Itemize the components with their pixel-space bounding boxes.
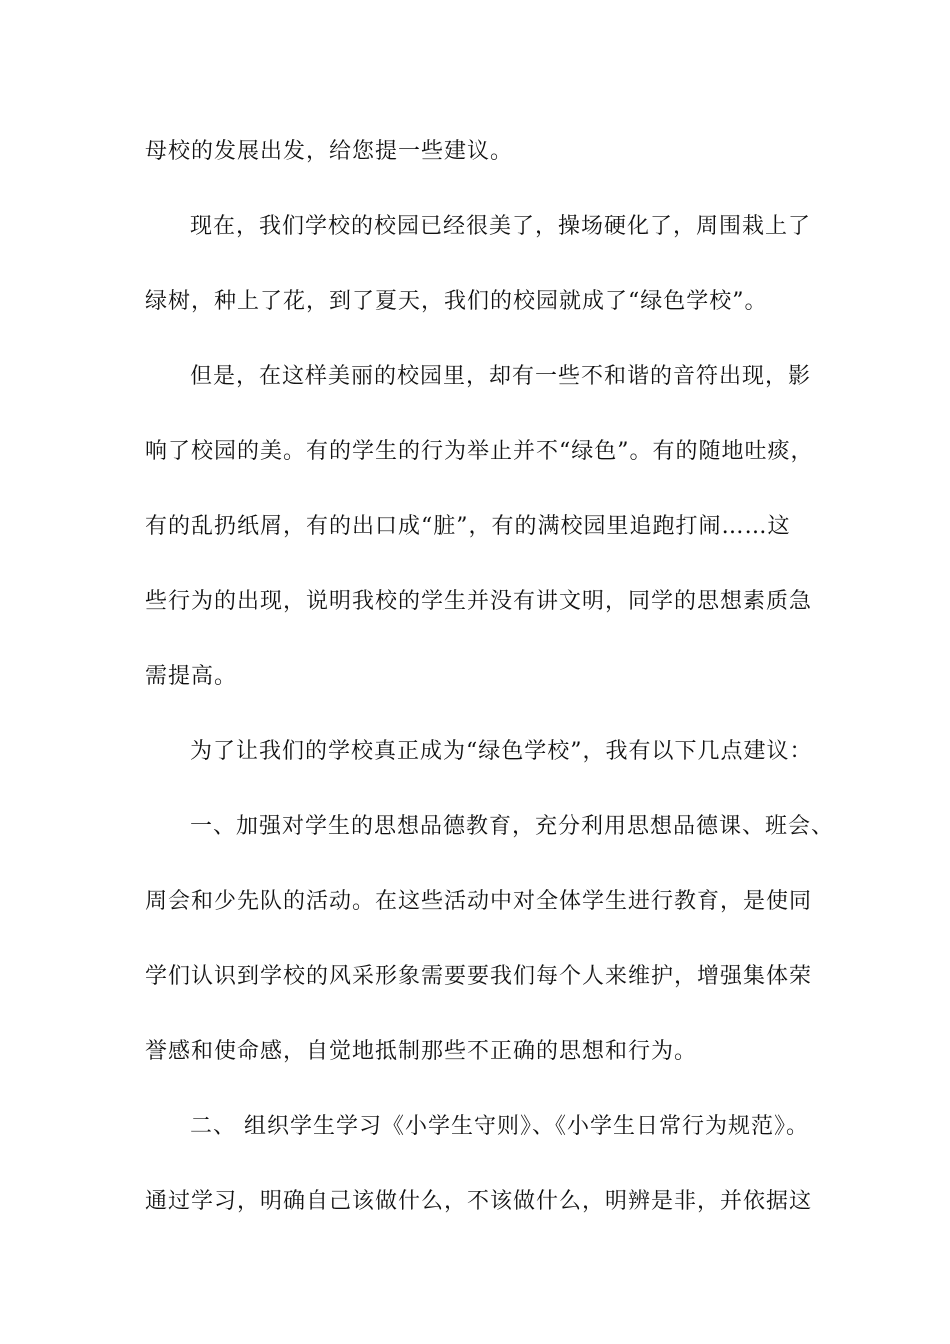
text-line: 通过学习，明确自己该做什么，不该做什么，明辨是非，并依据这	[145, 1189, 813, 1214]
text-line: 誉感和使命感，自觉地抵制那些不正确的思想和行为。	[145, 1039, 698, 1064]
paragraph-start-line: 但是，在这样美丽的校园里，却有一些不和谐的音符出现，影	[190, 364, 812, 389]
text-line: 学们认识到学校的风采形象需要要我们每个人来维护，增强集体荣	[145, 964, 813, 989]
paragraph-start-line: 现在，我们学校的校园已经很美了，操场硬化了，周围栽上了	[190, 214, 812, 239]
text-line: 有的乱扔纸屑，有的出口成“脏”，有的满校园里追跑打闹……这	[145, 514, 791, 539]
paragraph-start-line: 二、 组织学生学习《小学生守则》、《小学生日常行为规范》。	[190, 1114, 809, 1139]
text-line: 周会和少先队的活动。在这些活动中对全体学生进行教育，是使同	[145, 889, 813, 914]
text-line: 响了校园的美。有的学生的行为举止并不“绿色”。有的随地吐痰，	[145, 439, 814, 464]
text-line: 绿树，种上了花，到了夏天，我们的校园就成了“绿色学校”。	[145, 289, 768, 314]
paragraph-start-line: 为了让我们的学校真正成为“绿色学校”，我有以下几点建议：	[190, 739, 813, 764]
text-line: 母校的发展出发，给您提一些建议。	[145, 139, 514, 164]
text-line: 些行为的出现，说明我校的学生并没有讲文明，同学的思想素质急	[145, 589, 813, 614]
text-line: 需提高。	[145, 664, 238, 689]
paragraph-start-line: 一、加强对学生的思想品德教育，充分利用思想品德课、班会、	[190, 814, 835, 839]
